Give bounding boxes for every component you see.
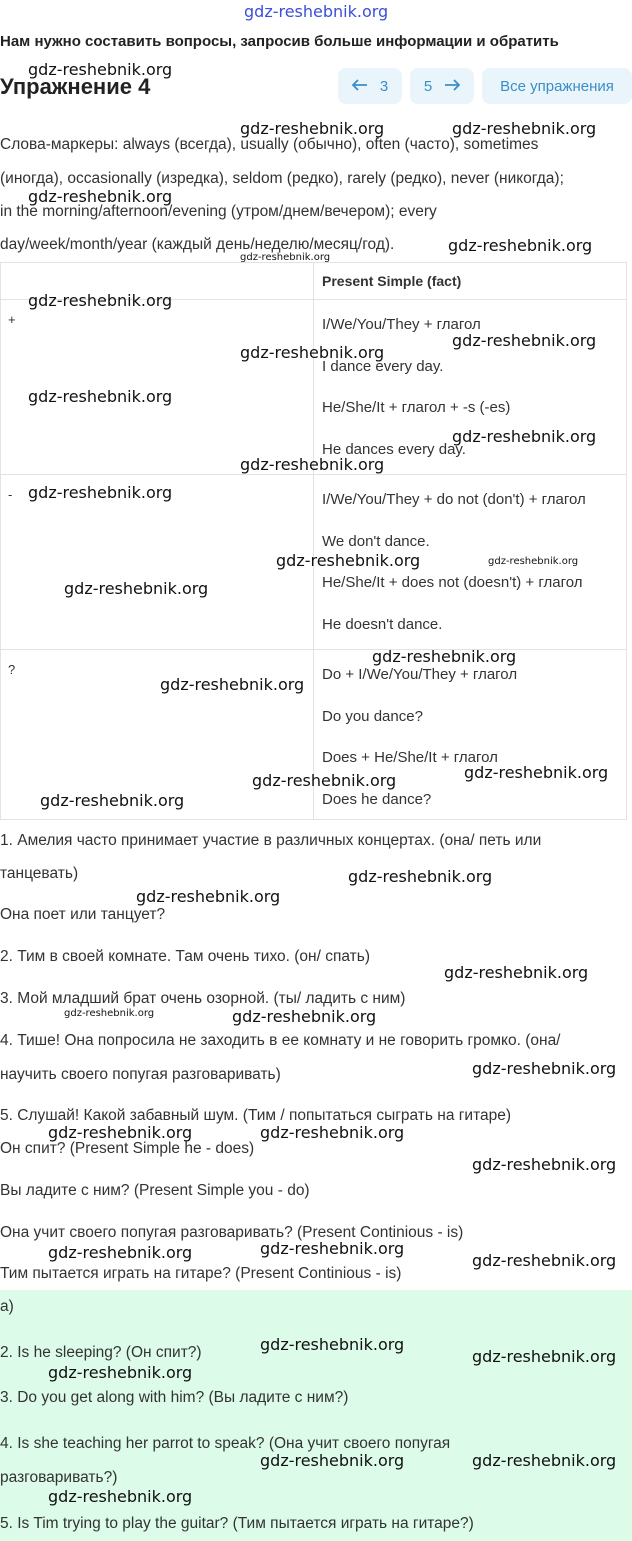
watermark: gdz-reshebnik.org xyxy=(488,556,579,567)
rule-line: I dance every day. xyxy=(322,358,444,375)
markers-line: day/week/month/year (каждый день/неделю/месяц/год). xyxy=(0,236,395,253)
markers-line: Слова-маркеры: always (всегда), usually (обычно), often (часто), sometimes xyxy=(0,136,539,153)
rule-cell xyxy=(314,300,627,475)
watermark: gdz-reshebnik.org xyxy=(260,1123,405,1142)
watermark: gdz-reshebnik.org xyxy=(48,1487,193,1506)
task-line: Он спит? (Present Simple he - does) xyxy=(0,1140,255,1157)
arrow-left-icon xyxy=(352,78,368,95)
task-line: 1. Амелия часто принимает участие в различных концертах. (она/ петь или xyxy=(0,832,542,849)
markers-line: (иногда), occasionally (изредка), seldom (редко), rarely (редко), never (никогда); xyxy=(0,170,564,187)
task-line: Она учит своего попугая разговаривать? (Present Continious - is) xyxy=(0,1224,464,1241)
rule-line: I/We/You/They + глагол xyxy=(322,316,481,333)
watermark: gdz-reshebnik.org xyxy=(136,887,281,906)
rule-line: He doesn't dance. xyxy=(322,616,443,633)
watermark: gdz-reshebnik.org xyxy=(472,1251,617,1270)
task-line: Она поет или танцует? xyxy=(0,906,166,923)
prev-exercise-button[interactable] xyxy=(338,68,402,104)
watermark: gdz-reshebnik.org xyxy=(160,675,305,694)
all-exercises-label: Все упражнения xyxy=(500,77,614,95)
watermark: gdz-reshebnik.org xyxy=(464,763,609,782)
task-line: Тим пытается играть на гитаре? (Present Continious - is) xyxy=(0,1265,402,1282)
answer-line: разговаривать?) xyxy=(0,1469,118,1486)
watermark: gdz-reshebnik.org xyxy=(444,963,589,982)
watermark: gdz-reshebnik.org xyxy=(452,119,597,138)
markers-line: in the morning/afternoon/evening (утром/днем/вечером); every xyxy=(0,203,437,220)
watermark: gdz-reshebnik.org xyxy=(64,579,209,598)
watermark: gdz-reshebnik.org xyxy=(48,1363,193,1382)
watermark: gdz-reshebnik.org xyxy=(28,291,173,310)
watermark: gdz-reshebnik.org xyxy=(472,1155,617,1174)
answer-line: 2. Is he sleeping? (Он спит?) xyxy=(0,1344,202,1361)
page-title: Упражнение 4 xyxy=(0,74,151,99)
watermark: gdz-reshebnik.org xyxy=(240,343,385,362)
answer-line: а) xyxy=(0,1298,14,1315)
watermark: gdz-reshebnik.org xyxy=(260,1239,405,1258)
watermark: gdz-reshebnik.org xyxy=(28,483,173,502)
task-line: научить своего попугая разговаривать) xyxy=(0,1066,281,1083)
rule-line: We don't dance. xyxy=(322,533,430,550)
row-sign: + xyxy=(8,312,16,327)
rule-cell xyxy=(314,650,627,820)
next-exercise-label: 5 xyxy=(423,77,433,95)
watermark: gdz-reshebnik.org xyxy=(472,1347,617,1366)
rule-line: I/We/You/They + do not (don't) + глагол xyxy=(322,491,586,508)
watermark: gdz-reshebnik.org xyxy=(452,427,597,446)
prev-exercise-label: 3 xyxy=(379,77,389,95)
rule-line: He/She/It + глагол + -s (-es) xyxy=(322,399,511,416)
watermark: gdz-reshebnik.org xyxy=(348,867,493,886)
next-exercise-button[interactable] xyxy=(410,68,474,104)
page-headline: Нам нужно составить вопросы, запросив больше информации и обратить xyxy=(0,33,559,50)
watermark: gdz-reshebnik.org xyxy=(244,2,389,21)
watermark: gdz-reshebnik.org xyxy=(232,1007,377,1026)
answer-line: 4. Is she teaching her parrot to speak? (Она учит своего попугая xyxy=(0,1435,451,1452)
watermark: gdz-reshebnik.org xyxy=(28,387,173,406)
watermark: gdz-reshebnik.org xyxy=(252,771,397,790)
rule-line: He dances every day. xyxy=(322,441,466,458)
task-line: танцевать) xyxy=(0,865,79,882)
all-exercises-button[interactable] xyxy=(482,68,632,104)
task-line: Вы ладите с ним? (Present Simple you - do) xyxy=(0,1182,310,1199)
watermark: gdz-reshebnik.org xyxy=(372,647,517,666)
watermark: gdz-reshebnik.org xyxy=(448,236,593,255)
watermark: gdz-reshebnik.org xyxy=(240,119,385,138)
watermark: gdz-reshebnik.org xyxy=(28,187,173,206)
watermark: gdz-reshebnik.org xyxy=(260,1451,405,1470)
watermark: gdz-reshebnik.org xyxy=(472,1451,617,1470)
rule-line: He/She/It + does not (doesn't) + глагол xyxy=(322,574,583,591)
watermark: gdz-reshebnik.org xyxy=(48,1243,193,1262)
watermark: gdz-reshebnik.org xyxy=(260,1335,405,1354)
answer-line: 5. Is Tim trying to play the guitar? (Тим пытается играть на гитаре?) xyxy=(0,1515,474,1532)
task-line: 4. Тише! Она попросила не заходить в ее комнату и не говорить громко. (она/ xyxy=(0,1032,561,1049)
watermark: gdz-reshebnik.org xyxy=(276,551,421,570)
watermark: gdz-reshebnik.org xyxy=(48,1123,193,1142)
watermark: gdz-reshebnik.org xyxy=(28,60,173,79)
rule-line: Do you dance? xyxy=(322,708,423,725)
task-line: 5. Слушай! Какой забавный шум. (Тим / попытаться сыграть на гитаре) xyxy=(0,1107,512,1124)
watermark: gdz-reshebnik.org xyxy=(240,252,331,263)
table-header-label: Present Simple (fact) xyxy=(322,273,462,289)
row-sign: - xyxy=(8,487,13,502)
watermark: gdz-reshebnik.org xyxy=(452,331,597,350)
watermark: gdz-reshebnik.org xyxy=(472,1059,617,1078)
task-line: 2. Тим в своей комнате. Там очень тихо. (он/ спать) xyxy=(0,948,370,965)
row-sign: ? xyxy=(8,662,16,677)
watermark: gdz-reshebnik.org xyxy=(240,455,385,474)
rule-line: Does + He/She/It + глагол xyxy=(322,749,498,766)
watermark: gdz-reshebnik.org xyxy=(40,791,185,810)
answer-line: 3. Do you get along with him? (Вы ладите с ним?) xyxy=(0,1389,349,1406)
table-header-cell xyxy=(314,263,627,300)
watermark: gdz-reshebnik.org xyxy=(64,1008,155,1019)
rule-line: Does he dance? xyxy=(322,791,432,808)
task-line: 3. Мой младший брат очень озорной. (ты/ ладить с ним) xyxy=(0,990,406,1007)
arrow-right-icon xyxy=(444,78,460,95)
rule-line: Do + I/We/You/They + глагол xyxy=(322,666,518,683)
